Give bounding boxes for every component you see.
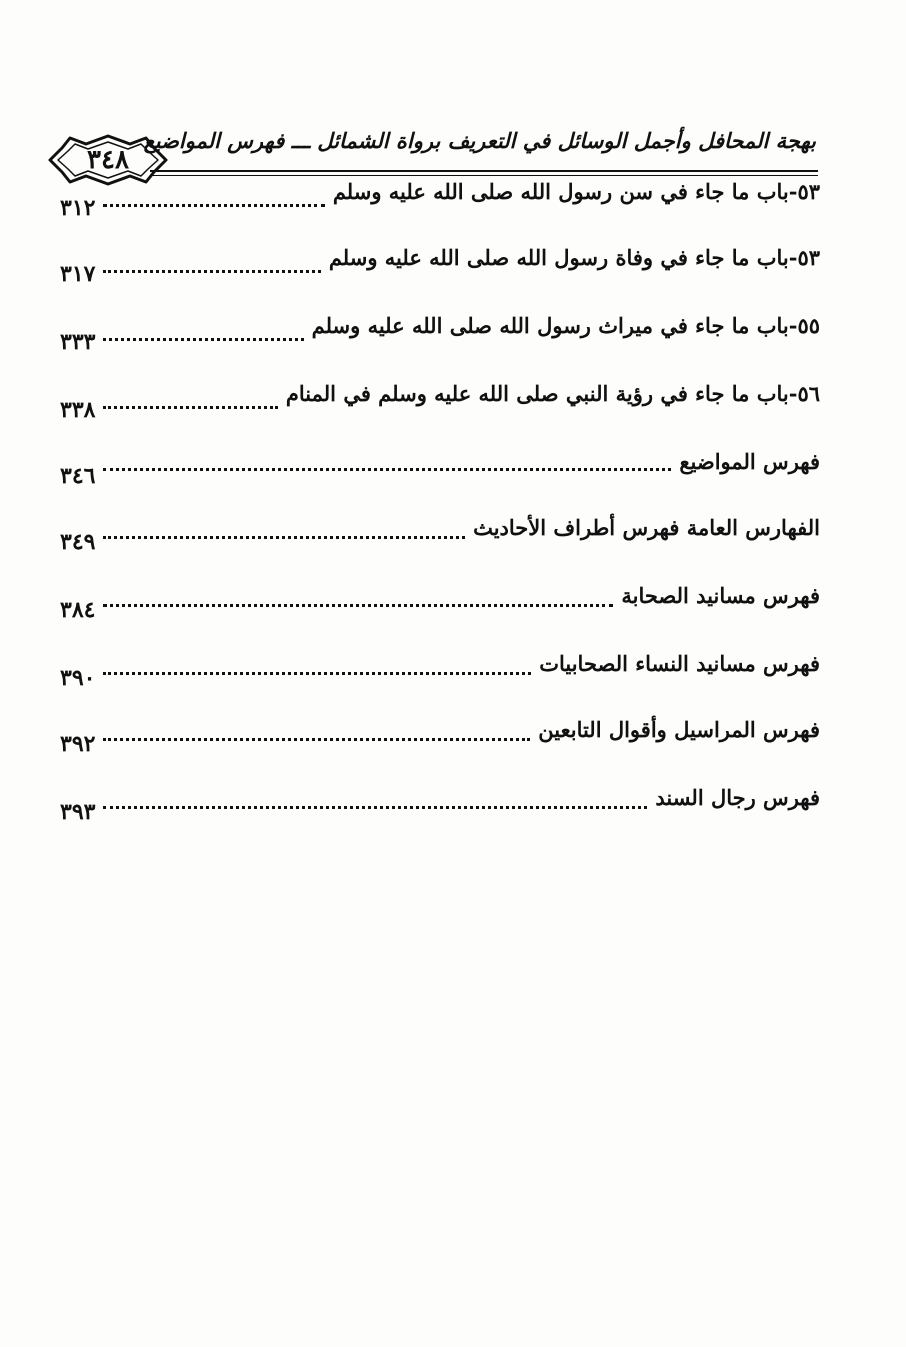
toc-entry-page: ٣٤٦ bbox=[60, 463, 96, 489]
toc-entry-page: ٣١٧ bbox=[60, 261, 96, 287]
dot-leader bbox=[103, 270, 320, 273]
dot-leader bbox=[103, 672, 531, 675]
running-header-title: بهجة المحافل وأجمل الوسائل في التعريف برواة الشمائل ـــ فهرس المواضيع bbox=[143, 128, 816, 153]
page-number: ٣٤٨ bbox=[87, 145, 129, 175]
dot-leader bbox=[103, 604, 613, 607]
toc-entry-page: ٣٨٤ bbox=[60, 597, 96, 623]
toc-entry-page: ٣٩٣ bbox=[60, 799, 96, 825]
dot-leader bbox=[103, 806, 647, 809]
toc-entry-page: ٣١٢ bbox=[60, 195, 96, 221]
toc-entry-page: ٣٣٣ bbox=[60, 329, 96, 355]
dot-leader bbox=[103, 536, 465, 539]
dot-leader bbox=[103, 406, 277, 409]
toc-entry-title: فهرس المواضيع bbox=[679, 449, 820, 474]
header-divider bbox=[150, 170, 818, 172]
toc-entry-page: ٣٣٨ bbox=[60, 397, 96, 423]
toc-entry bbox=[60, 312, 820, 355]
toc-entry-page: ٣٤٩ bbox=[60, 529, 96, 555]
toc-entry-title: الفهارس العامة فهرس أطراف الأحاديث bbox=[473, 515, 820, 540]
header-divider-thin bbox=[150, 175, 818, 176]
toc-entry bbox=[60, 448, 820, 488]
toc-entry bbox=[60, 244, 820, 287]
toc-entry-title: ٥٣-باب ما جاء في سن رسول الله صلى الله عليه وسلم bbox=[332, 179, 820, 204]
dot-leader bbox=[103, 468, 671, 471]
toc-entry-title: ٥٦-باب ما جاء في رؤية النبي صلى الله عليه وسلم في المنام bbox=[285, 381, 820, 406]
toc-entry-title: فهرس رجال السند bbox=[655, 785, 820, 810]
toc-entry bbox=[60, 784, 820, 824]
toc-entry-title: فهرس مسانيد النساء الصحابيات bbox=[539, 651, 820, 676]
toc-entry-title: فهرس مسانيد الصحابة bbox=[621, 583, 820, 608]
toc-entry bbox=[60, 650, 820, 690]
dot-leader bbox=[103, 738, 530, 741]
toc-entry bbox=[60, 178, 820, 221]
toc-entry-title: فهرس المراسيل وأقوال التابعين bbox=[538, 717, 820, 742]
toc-entry bbox=[60, 380, 820, 423]
dot-leader bbox=[103, 338, 303, 341]
toc-entry-title: ٥٣-باب ما جاء في وفاة رسول الله صلى الله عليه وسلم bbox=[328, 245, 820, 270]
toc-entry-title: ٥٥-باب ما جاء في ميراث رسول الله صلى الله عليه وسلم bbox=[311, 313, 820, 338]
toc-entry-page: ٣٩٢ bbox=[60, 731, 96, 757]
toc-entry-page: ٣٩٠ bbox=[60, 665, 96, 691]
dot-leader bbox=[103, 204, 324, 207]
toc-entry bbox=[60, 582, 820, 622]
toc-entry bbox=[60, 514, 820, 554]
toc-entry bbox=[60, 716, 820, 756]
